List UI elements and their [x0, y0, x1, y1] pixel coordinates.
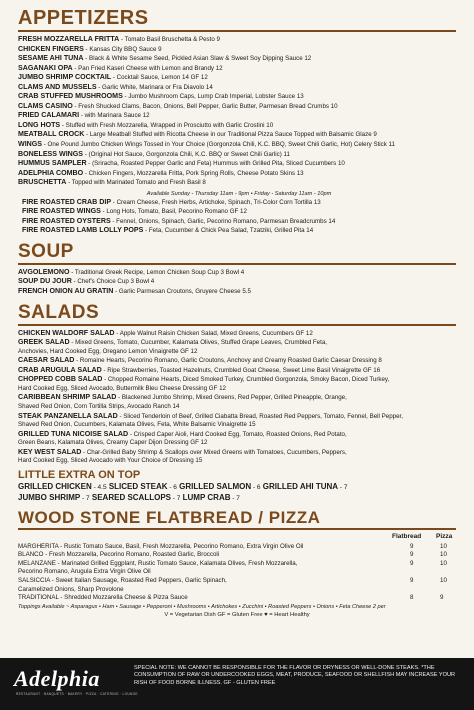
item-price: 8 [376, 357, 382, 365]
pizza-item-text [18, 577, 378, 586]
item-name: CARIBBEAN SHRIMP SALAD [18, 393, 117, 402]
soup-item [18, 287, 456, 297]
item-description: Shaved Red Onion, Cucumbers, Kalamata Olives, Feta, White Balsamic Vinaigrette [18, 421, 247, 429]
extra-price: - 7 [230, 494, 240, 502]
item-name: AVGOLEMONO [18, 267, 70, 276]
item-price: 10 [328, 102, 338, 110]
specials-list [22, 198, 456, 236]
item-name: FIRE ROASTED WINGS [22, 207, 101, 216]
item-name: SALSICCIA [18, 576, 50, 584]
special-item [22, 207, 456, 217]
item-name: MEATBALL CROCK [18, 130, 85, 139]
item-name: BLANCO [18, 551, 44, 559]
salads-title: SALADS [18, 301, 100, 323]
appetizer-item [18, 92, 456, 102]
item-name: GRILLED TUNA NICOISE SALAD [18, 429, 129, 438]
extra-name: LUMP CRAB [182, 492, 231, 502]
special-item [22, 226, 456, 236]
salad-item [18, 430, 456, 440]
item-name: BRUSCHETTA [18, 178, 67, 187]
item-price: 14 GF 12 [180, 74, 208, 82]
item-price: GF 12 [188, 439, 208, 447]
item-description: - Cream Cheese, Fresh Herbs, Artichoke, Spinach, Tri-Color Corn Tortilla [111, 198, 313, 206]
footer-bar [0, 658, 474, 710]
item-price: 14 [170, 402, 180, 410]
item-description: - Traditional Greek Recipe, Lemon Chicken Soup [69, 268, 206, 276]
salad-item [18, 412, 456, 422]
item-description: Shaved Red Onion, Corn Tortilla Strips, Avocado Ranch [18, 402, 171, 410]
item-price: Cup 3 Bowl 4 [115, 278, 155, 286]
flatbread-price: 8 [410, 594, 414, 602]
item-name: ADELPHIA COMBO [18, 168, 84, 177]
item-name: CRAB STUFFED MUSHROOMS [18, 92, 123, 101]
item-name: SOUP DU JOUR [18, 277, 72, 286]
item-price: GF 16 [361, 366, 381, 374]
extra-price: - 6 [167, 483, 177, 491]
pizza-title: WOOD STONE FLATBREAD / PIZZA [18, 507, 321, 527]
extras-row [18, 493, 456, 504]
flatbread-price: 9 [410, 551, 414, 559]
salad-item [18, 393, 456, 403]
item-description: - Blackened Jumbo Shrimp, Mixed Greens, Red Pepper, Grilled Pineapple, Orange, [116, 394, 347, 402]
item-name: FRESH MOZZARELLA FRITTA [18, 35, 120, 43]
item-name: WINGS [18, 140, 43, 149]
item-description: - Garlic Parmesan Croutons, Gruyere Cheese [113, 288, 241, 296]
item-name: CHOPPED COBB SALAD [18, 375, 103, 384]
pizza-price: 9 [440, 594, 444, 602]
salads-rule [18, 324, 456, 326]
appetizer-item [18, 45, 456, 55]
item-name: TRADITIONAL [18, 594, 59, 602]
extra-name: SLICED STEAK [108, 481, 168, 491]
salad-item [18, 338, 456, 348]
item-description: - Fennel, Onions, Spinach, Garlic, Pecorino Romano, Parmesan Breadcrumbs [110, 217, 327, 225]
item-price: 10 [264, 121, 274, 129]
footer-note: SPECIAL NOTE: WE CANNOT BE RESPONSIBLE FOR THE FLAVOR OR DRYNESS OR WELL-DONE STEAKS. *THE CONSUMPTION OF RAW OR UNDERCOOKED EGGS, MEAT, PRODUCE, SEAFOOD OR SHELLFISH MAY INCREASE YOUR RISH OF FOOD BORNE ILLNESS. GF - GLUTEN FREE [134, 665, 456, 686]
item-price: 10 [336, 160, 345, 168]
extras-list [18, 482, 456, 504]
item-name: FIRE ROASTED OYSTERS [22, 216, 111, 225]
item-price: GF 12 [178, 347, 198, 355]
item-price: 14 [304, 227, 314, 235]
soup-rule [18, 263, 456, 265]
appetizer-item [18, 83, 456, 93]
item-description: - Tomato Basil Bruschetta & Pesto [119, 36, 215, 43]
appetizers-rule [18, 30, 456, 32]
item-description: - Feta, Cucumber & Chick Pea Salad, Tzatziki, Grilled Pita [143, 227, 305, 235]
appetizer-item [18, 169, 456, 179]
extra-price: - 4.5 [91, 483, 107, 491]
pizza-item-text [18, 543, 378, 552]
item-description: - Topped with Marinated Tomato and Fresh Basil [66, 179, 201, 187]
item-description: - Pan Fried Kaseri Cheese with Lemon and Brandy [72, 64, 215, 72]
appetizer-item [18, 111, 456, 121]
appetizer-item [18, 35, 456, 45]
item-name: LONG HOTS [18, 120, 61, 129]
pizza-list [18, 543, 456, 603]
item-description: Hard Cooked Egg, Sliced Avocado with Your Choice of Dressing [18, 457, 194, 465]
item-description: - Char-Grilled Baby Shrimp & Scallops over Mixed Greens with Tomatoes, Cucumbers, Peppers, [81, 448, 347, 456]
item-price: GF 12 [293, 329, 313, 337]
item-price: 5.5 [240, 288, 251, 296]
item-name: FRENCH ONION AU GRATIN [18, 287, 114, 296]
pizza-rule [18, 528, 456, 530]
item-name: GREEK SALAD [18, 338, 70, 347]
item-name: FIRE ROASTED LAMB LOLLY POPS [22, 226, 144, 235]
appetizer-item [18, 130, 456, 140]
item-description: - Cocktail Sauce, Lemon [111, 74, 181, 82]
appetizer-item [18, 150, 456, 160]
item-description: - Crisped Caper Aioli, Hard Cooked Egg, Tomato, Roasted Onions, Red Potato, [128, 430, 347, 438]
soup-title: SOUP [18, 240, 74, 262]
item-name: CRAB ARUGULA SALAD [18, 365, 102, 374]
salad-item [18, 385, 456, 394]
extra-name: GRILLED CHICKEN [18, 481, 92, 491]
fire-roasted-specials [18, 191, 456, 236]
item-description: - Marinated Grilled Eggplant, Rustic Tomato Sauce, Kalamata Olives, Fresh Mozzarella, [55, 559, 298, 567]
pizza-item [18, 594, 456, 603]
extra-name: GRILLED AHI TUNA [262, 481, 339, 491]
salad-item [18, 356, 456, 366]
brand-tagline: RESTAURANT · BANQUETS · BAKERY · PIZZA · CATERING · LOUNGE [16, 692, 138, 696]
item-price: 12 [141, 112, 150, 120]
item-description: Hard Cooked Egg, Sliced Avocado, Buttermilk Bleu Cheese Dressing [18, 384, 208, 392]
item-description: - Rustic Tomato Sauce, Basil, Fresh Mozzarella, Pecorino Romano, Extra Virgin Olive Oil [58, 542, 304, 550]
item-description: - Romaine Hearts, Pecorino Romano, Garlic Croutons, Anchovy and Creamy Roasted Garlic Caesar Dressing [74, 357, 377, 365]
item-name: FRIED CALAMARI [18, 111, 80, 120]
appetizer-item [18, 121, 456, 131]
item-description: - Chicken Fingers, Mozzarella Fritta, Pork Spring Rolls, Cheese Potato Skins [83, 169, 296, 177]
item-name: CAESAR SALAD [18, 356, 75, 365]
item-name: CHICKEN WALDORF SALAD [18, 328, 115, 337]
salad-item [18, 457, 456, 466]
salad-item [18, 421, 456, 430]
item-description: - Black & White Sesame Seed, Pickled Asian Slaw & Sweet Soy Dipping Sauce [83, 55, 303, 63]
appetizer-item [18, 140, 456, 150]
item-name: CLAMS AND MUSSELS [18, 82, 97, 91]
pizza-item-text [18, 594, 378, 603]
item-name: FIRE ROASTED CRAB DIP [22, 197, 112, 206]
item-description: Green Beans, Kalamata Olives, Creamy Caper Dijon Dressing [18, 439, 189, 447]
item-description: - Ripe Strawberries, Toasted Hazelnuts, Crumbled Goat Cheese, Sweet Lime Basil Vinaigrette [101, 366, 362, 374]
brand-logo: Adelphia [14, 666, 100, 691]
legend-line: V = Vegetarian Dish GF = Gluten Free ♥ = Heart Healthy [164, 611, 310, 618]
item-description: - Apple Walnut Raisin Chicken Salad, Mixed Greens, Cucumbers [114, 329, 294, 337]
appetizers-list [18, 35, 456, 188]
item-description: - Sliced Tenderloin of Beef, Grilled Ciabatta Bread, Roasted Red Peppers, Tomato, Fennel, Bell Pepper, [117, 412, 403, 420]
item-description: - with Marinara Sauce [79, 112, 141, 120]
salad-item [18, 375, 456, 385]
item-description: - Mixed Greens, Tomato, Cucumber, Kalamata Olives, Stuffed Grape Leaves, Crumbled Feta, [69, 339, 327, 347]
flatbread-price: 9 [410, 576, 414, 584]
item-description: - Jumbo Mushroom Caps, Lump Crab Imperial, Lobster Sauce [122, 93, 296, 101]
appetizer-item [18, 159, 456, 169]
special-hours: Available Sunday - Thursday 11am - 9pm • Friday - Saturday 11am - 10pm [146, 190, 332, 197]
pizza-price: 10 [440, 551, 447, 559]
pizza-price: 10 [440, 576, 447, 584]
soup-item [18, 268, 456, 278]
item-description: - Chef's Choice [71, 278, 116, 286]
item-price: 12 [302, 55, 312, 63]
appetizers-title: APPETIZERS [18, 7, 149, 29]
item-description: - (Sriracha, Roasted Pepper Garlic and Feta) Hummus with Grilled Pita, Sliced Cucumbers [86, 160, 337, 168]
extra-name: JUMBO SHRIMP [18, 492, 81, 502]
item-price: 11 [281, 150, 290, 158]
extra-price: - 6 [251, 483, 261, 491]
soup-item [18, 277, 456, 287]
pizza-item [18, 560, 456, 569]
item-description: - Fresh Shucked Clams, Bacon, Onions, Bell Pepper, Garlic Butter, Parmesan Bread Crumbs [72, 102, 329, 110]
item-name: KEY WEST SALAD [18, 447, 82, 456]
pizza-item [18, 586, 456, 595]
item-description: - Kansas City BBQ Sauce [83, 45, 157, 53]
pizza-item [18, 551, 456, 560]
item-name: SESAME AHI TUNA [18, 54, 84, 63]
salad-item [18, 366, 456, 376]
appetizer-item [18, 102, 456, 112]
pizza-column-header: Pizza [436, 532, 453, 540]
extra-price: - 7 [338, 483, 348, 491]
item-price: 15 [246, 421, 256, 429]
item-price: GF 12 [207, 384, 226, 392]
item-price: 13 [312, 198, 321, 206]
item-description: - Long Hots, Tomato, Basil, Pecorino Romano [100, 208, 228, 216]
item-name: SAGANAKI OPA [18, 63, 73, 72]
item-price: 12 [214, 64, 223, 72]
extra-price: - 7 [80, 494, 90, 502]
item-description: - (Original Hot Sauce, Gorgonzola Chili, K.C. BBQ or Sweet Chili Garlic) [83, 150, 282, 158]
item-description: - Stuffed with Fresh Mozzarella, Wrapped in Prosciutto with Garlic Crostini [60, 121, 265, 129]
item-name: CHICKEN FINGERS [18, 44, 84, 53]
item-price: 13 [295, 93, 304, 101]
item-price: 14 [204, 83, 213, 91]
item-description: - One Pound Jumbo Chicken Wings Tossed in Your Choice (Gorgonzola Chili, K.C. BBQ, Sweet Chili Garlic, Hot) Celery Stick [42, 141, 387, 149]
pizza-item [18, 543, 456, 552]
item-description: - Garlic White, Marinara or Fra Diavolo [96, 83, 205, 91]
item-price: 9 [214, 36, 220, 43]
item-description: - Sweet Italian Sausage, Roasted Red Peppers, Garlic Spinach, [49, 576, 227, 584]
item-name: CLAMS CASINO [18, 101, 73, 110]
item-description: - Large Meatball Stuffed with Ricotta Cheese in our Traditional Pizza Sauce Topped with Balsamic Glaze [84, 131, 372, 139]
extra-name: GRILLED SALMON [179, 481, 252, 491]
special-item [22, 198, 456, 208]
item-description: - Shredded Mozzarella Cheese & Pizza Sauce [58, 594, 188, 602]
salad-item [18, 403, 456, 412]
appetizer-item [18, 54, 456, 64]
item-price: 8 [200, 179, 206, 187]
item-name: HUMMUS SAMPLER [18, 159, 87, 168]
extras-row [18, 482, 456, 493]
appetizer-item [18, 178, 456, 188]
flatbread-column-header: Flatbread [392, 532, 422, 540]
item-price: 15 [193, 457, 203, 465]
toppings-line: Toppings Available ~ Asparagus • Ham • Sausage • Pepperoni • Mushrooms • Artichokes • Zucchini • Roasted Peppers • Onions • Feta Cheese 2 per [18, 603, 386, 610]
item-name: MARGHERITA [18, 542, 59, 550]
item-description: - Chopped Romaine Hearts, Diced Smoked Turkey, Crumbled Gorgonzola, Smoky Bacon, Diced Turkey, [102, 376, 390, 384]
item-price: 9 [371, 131, 377, 139]
item-description: Caramelized Onions, Sharp Provolone [18, 585, 124, 593]
extra-price: - 7 [171, 494, 181, 502]
pizza-price: 10 [440, 542, 447, 550]
item-price: Cup 3 Bowl 4 [205, 268, 245, 276]
pizza-item [18, 577, 456, 586]
pizza-item [18, 568, 456, 577]
item-name: BONELESS WINGS [18, 149, 84, 158]
pizza-item-text [18, 568, 378, 577]
flatbread-price: 9 [410, 542, 414, 550]
extras-title: LITTLE EXTRA ON TOP [18, 468, 141, 481]
salad-item [18, 448, 456, 458]
item-name: MELANZANE [18, 559, 56, 567]
salad-item [18, 348, 456, 357]
pizza-item-text [18, 586, 378, 595]
salads-list [18, 329, 456, 466]
appetizer-item [18, 64, 456, 74]
item-name: STEAK PANZANELLA SALAD [18, 411, 118, 420]
item-price: 14 [326, 217, 336, 225]
pizza-item-text [18, 560, 378, 569]
item-description: Pecorino Romano, Arugula Extra Virgin Olive Oil [18, 568, 151, 576]
pizza-item-text [18, 551, 378, 560]
item-price: 13 [295, 169, 304, 177]
salad-item [18, 439, 456, 448]
item-price: 11 [386, 141, 396, 149]
item-price: GF 12 [227, 208, 247, 216]
flatbread-price: 9 [410, 559, 414, 567]
pizza-column-headers [18, 533, 456, 543]
special-item [22, 217, 456, 227]
item-name: JUMBO SHRIMP COCKTAIL [18, 73, 112, 82]
salad-item [18, 329, 456, 339]
item-description: Anchovies, Hard Cooked Egg, Oregano Lemon Vinaigrette [18, 347, 179, 355]
soup-list [18, 268, 456, 297]
extra-name: SEARED SCALLOPS [91, 492, 171, 502]
item-price: 9 [156, 45, 162, 53]
appetizer-item [18, 73, 456, 83]
pizza-price: 10 [440, 559, 447, 567]
item-description: - Fresh Mozzarella, Pecorino Romano, Roasted Garlic, Broccoli [43, 551, 220, 559]
